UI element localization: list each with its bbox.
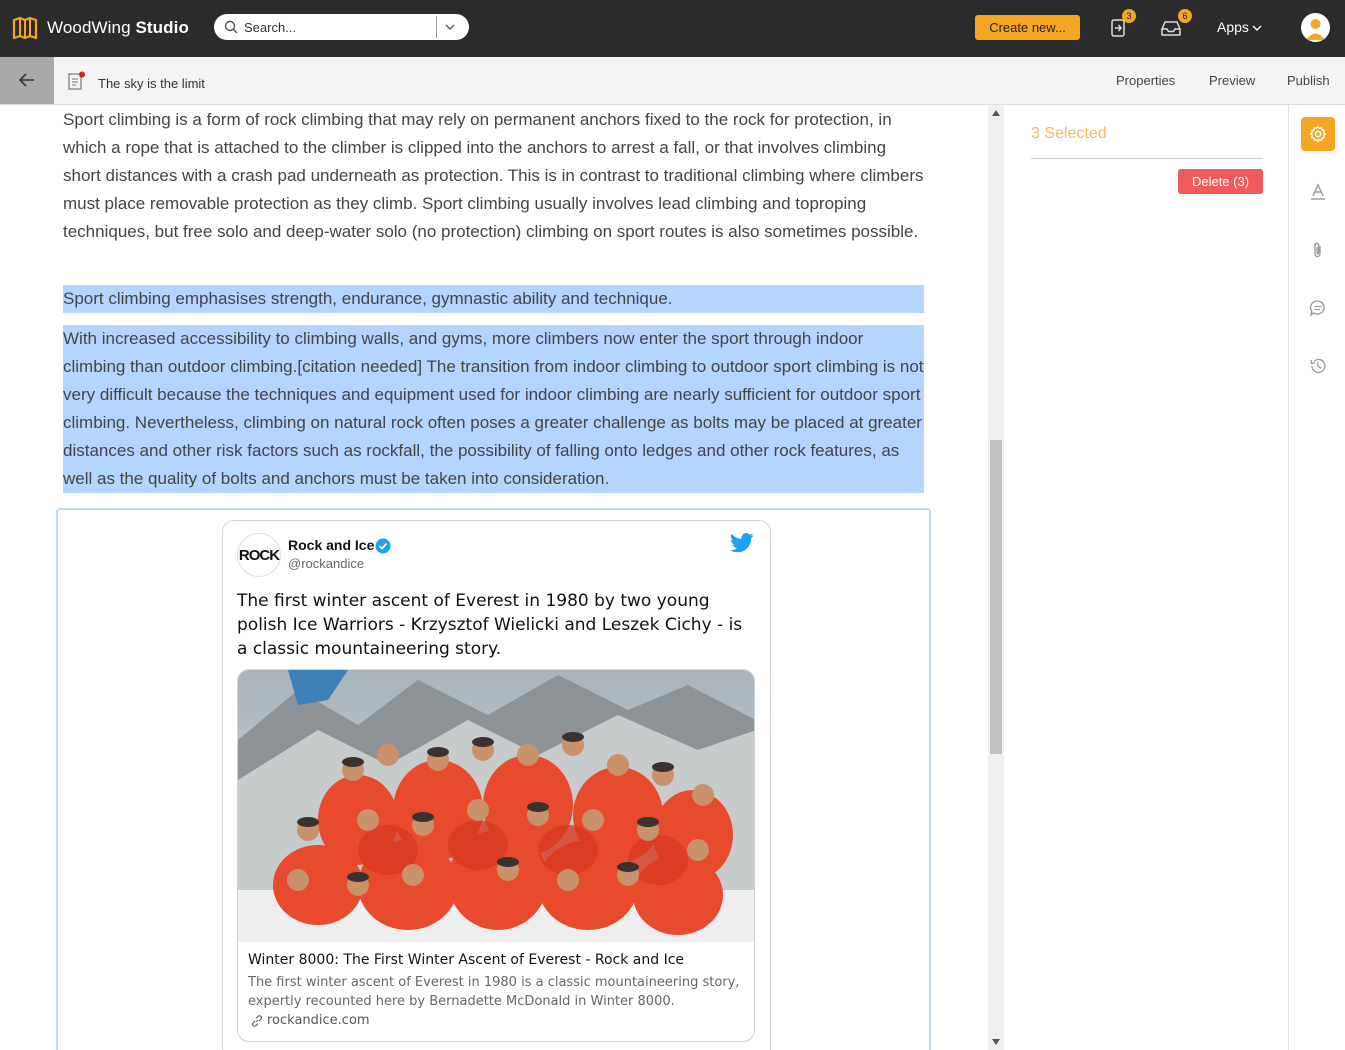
rail-history[interactable] bbox=[1301, 349, 1335, 383]
history-icon bbox=[1309, 357, 1327, 375]
top-bar bbox=[0, 0, 1345, 57]
editor-scrollbar[interactable] bbox=[988, 105, 1004, 1050]
scroll-thumb[interactable] bbox=[990, 440, 1002, 754]
tab-properties[interactable]: Properties bbox=[1116, 73, 1176, 88]
scroll-up-arrow-icon[interactable] bbox=[992, 110, 1000, 116]
delete-selected-button[interactable]: Delete (3) bbox=[1178, 169, 1263, 194]
back-button[interactable] bbox=[0, 57, 54, 104]
attachment-icon bbox=[1309, 241, 1327, 259]
arrow-left-icon bbox=[18, 72, 36, 88]
document-toolbar bbox=[0, 57, 1345, 105]
create-new-button[interactable]: Create new... bbox=[975, 15, 1080, 40]
paragraph-selected[interactable]: With increased accessibility to climbing walls, and gyms, more climbers now enter the sport through indoor climbing than outdoor climbing.[citation needed] The transition from indoor climbing to outdoor sport climbing is not very difficult because the techniques and equipment used for indoor climbing are nearly sufficient for outdoor sport climbing. Nevertheless, climbing on natural rock often poses a greater challenge as bolts may be placed at greater distances and other risk factors such as rockfall, the possibility of falling onto ledges and other rock features, as well as the quality of bolts and anchors must be taken into consideration. bbox=[63, 325, 924, 493]
chevron-down-icon[interactable] bbox=[444, 21, 456, 33]
expedition-team-photo bbox=[238, 670, 755, 942]
user-icon bbox=[1301, 13, 1330, 42]
tweet-avatar: ROCK bbox=[237, 533, 281, 577]
chevron-down-icon bbox=[1252, 24, 1262, 32]
properties-panel bbox=[1004, 105, 1288, 1050]
woodwing-logo-icon bbox=[12, 15, 38, 41]
editor-canvas[interactable] bbox=[0, 105, 988, 1050]
paragraph[interactable]: Sport climbing is a form of rock climbing that may rely on permanent anchors fixed to the rock for protection, in which a rope that is attached to the climber is clipped into the anchors to arrest a fall, or that involves climbing short distances with a crash pad underneath as protection. This is in contrast to traditional climbing where climbers must place removable protection as they climb. Sport climbing usually involves lead climbing and toproping techniques, but free solo and deep-water solo (no protection) climbing on sport routes is also sometimes possible. bbox=[63, 110, 924, 241]
rail-text-style[interactable] bbox=[1301, 175, 1335, 209]
rail-attachments[interactable] bbox=[1301, 233, 1335, 267]
search-box bbox=[214, 14, 469, 40]
tweet-author-handle[interactable]: @rockandice bbox=[288, 556, 365, 571]
side-rail bbox=[1288, 105, 1345, 1050]
link-card-domain-text: rockandice.com bbox=[267, 1013, 370, 1028]
verified-badge-icon bbox=[375, 538, 391, 554]
search-input[interactable] bbox=[244, 18, 444, 36]
selection-count: 3 Selected bbox=[1031, 125, 1107, 142]
scroll-down-arrow-icon[interactable] bbox=[992, 1039, 1000, 1045]
twitter-bird-icon[interactable] bbox=[730, 533, 754, 553]
brand-name: WoodWing Studio bbox=[47, 18, 189, 37]
gear-icon bbox=[1309, 125, 1327, 143]
paragraph-selected[interactable]: Sport climbing emphasises strength, endurance, gymnastic ability and technique. bbox=[63, 285, 924, 313]
search-icon bbox=[224, 20, 238, 34]
panel-divider bbox=[1031, 158, 1263, 159]
link-icon bbox=[250, 1014, 264, 1028]
tab-publish[interactable]: Publish bbox=[1287, 73, 1330, 88]
tweet-text: The first winter ascent of Everest in 1980 by two young polish Ice Warriors - Krzysztof Wielicki and Leszek Cichy - is a classic mountaineering story. bbox=[237, 591, 743, 659]
tweet-card[interactable] bbox=[222, 520, 771, 1050]
apps-label: Apps bbox=[1217, 19, 1249, 35]
link-card-title[interactable]: Winter 8000: The First Winter Ascent of Everest - Rock and Ice bbox=[248, 952, 685, 968]
search-divider bbox=[436, 16, 437, 38]
brand[interactable] bbox=[12, 15, 189, 41]
comment-icon bbox=[1309, 299, 1327, 317]
link-card-description: The first winter ascent of Everest in 1980 is a classic mountaineering story, expertly recounted here by Bernadette McDonald in Winter 8000. bbox=[248, 975, 740, 1009]
apps-menu[interactable] bbox=[1217, 19, 1262, 35]
social-embed-component[interactable] bbox=[56, 508, 931, 1050]
tab-preview[interactable]: Preview bbox=[1209, 73, 1256, 88]
link-card-domain[interactable] bbox=[250, 1013, 370, 1028]
tweet-author-name[interactable]: Rock and Ice bbox=[288, 537, 375, 553]
text-style-icon bbox=[1309, 183, 1327, 201]
user-avatar[interactable] bbox=[1301, 13, 1330, 42]
document-title: The sky is the limit bbox=[98, 76, 205, 91]
outbox-badge: 3 bbox=[1122, 9, 1136, 23]
document-icon bbox=[67, 71, 87, 91]
inbox-badge: 6 bbox=[1178, 9, 1192, 23]
rail-comments[interactable] bbox=[1301, 291, 1335, 325]
link-preview-card[interactable] bbox=[237, 669, 755, 1042]
rail-settings[interactable] bbox=[1301, 117, 1335, 151]
